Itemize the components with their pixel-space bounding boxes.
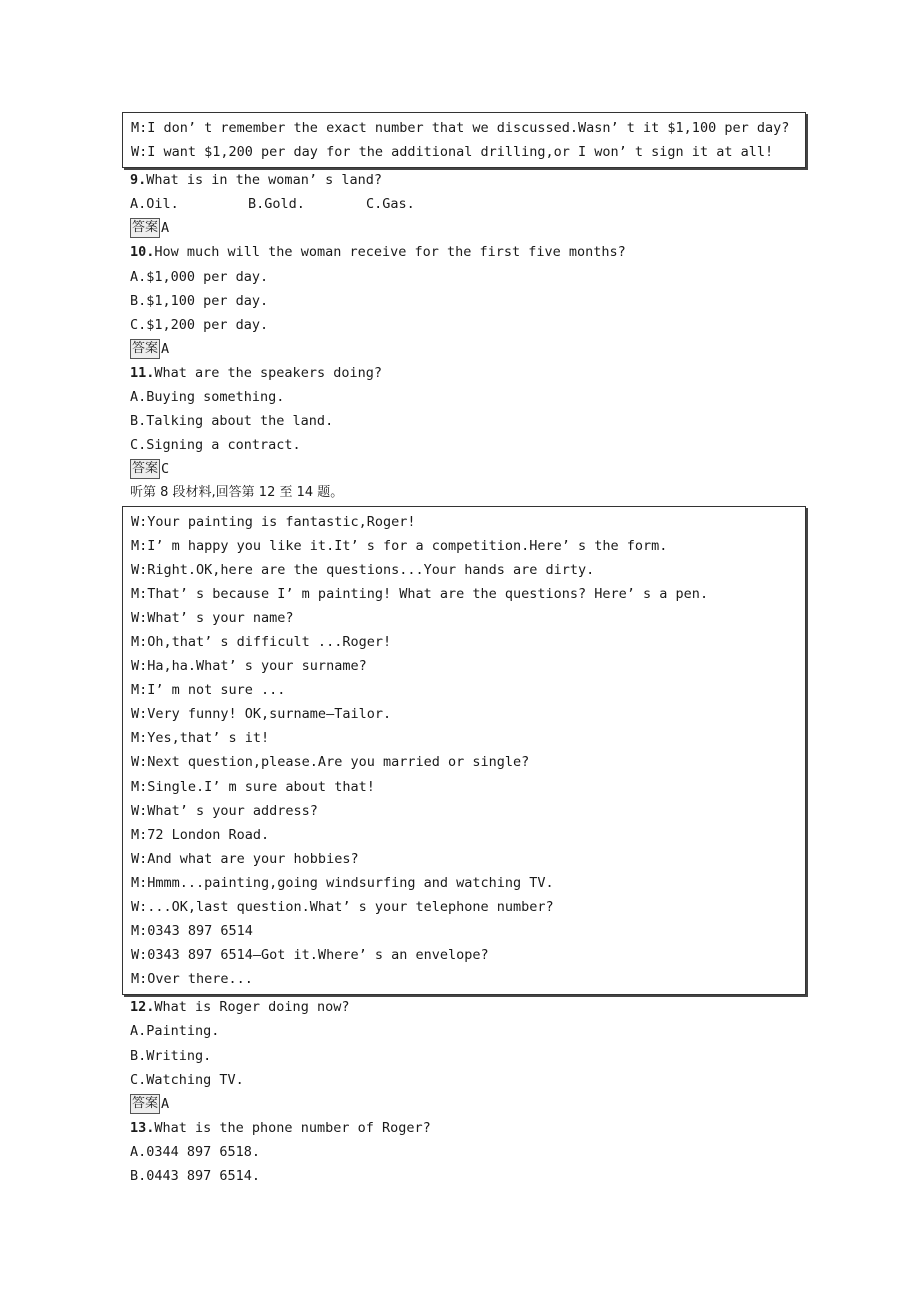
- question-text: [130, 361, 800, 385]
- question-number: 13.: [130, 1119, 155, 1136]
- option-c: C.$1,200 per day.: [130, 316, 269, 333]
- dialog-line: W:Very funny! OK,surname—Tailor.: [131, 706, 392, 723]
- dialog-line: M:That’ s because I’ m painting! What are the questions? Here’ s a pen.: [131, 585, 709, 602]
- option-a: A.Oil.: [130, 196, 179, 213]
- question-text: [130, 240, 800, 264]
- document-page: [130, 112, 800, 1188]
- dialog-line: M:Yes,that’ s it!: [131, 730, 270, 747]
- question-10: [130, 240, 800, 360]
- dialog-line: M:Hmmm...painting,going windsurfing and watching TV.: [131, 874, 554, 891]
- dialog-line: W:And what are your hobbies?: [131, 850, 359, 867]
- dialog-line: M:0343 897 6514: [131, 923, 253, 940]
- dialog-line: W:0343 897 6514—Got it.Where’ s an envelope?: [131, 947, 489, 964]
- option-b: B.0443 897 6514.: [130, 1168, 261, 1185]
- dialog-box-section8: [122, 506, 806, 996]
- section-heading: 听第 8 段材料,回答第 12 至 14 题。: [130, 485, 344, 501]
- answer-label: 答案: [130, 339, 160, 359]
- answer-row: [130, 337, 800, 361]
- options-row: [130, 192, 800, 216]
- question-number: 10.: [130, 244, 155, 261]
- dialog-line: M:Single.I’ m sure about that!: [131, 778, 375, 795]
- option-b: B.Writing.: [130, 1047, 212, 1064]
- option-a: A.$1,000 per day.: [130, 268, 269, 285]
- dialog-line: W:...OK,last question.What’ s your telephone number?: [131, 899, 554, 915]
- dialog-box-section7-end: [122, 112, 806, 168]
- question-13: [130, 1116, 800, 1188]
- question-number: 9.: [130, 172, 147, 189]
- option-b: B.Gold.: [248, 196, 305, 213]
- answer-row: [130, 457, 800, 481]
- option-c: C.Gas.: [366, 196, 415, 213]
- option-a: A.Buying something.: [130, 389, 285, 406]
- question-stem: What is Roger doing now?: [154, 999, 350, 1016]
- dialog-line: M:Over there...: [131, 971, 253, 988]
- dialog-line: M:I don’ t remember the exact number that we discussed.Wasn’ t it $1,100 per day?: [131, 120, 790, 136]
- dialog-line: M:I’ m not sure ...: [131, 682, 286, 699]
- question-12: [130, 995, 800, 1115]
- dialog-line: W:Ha,ha.What’ s your surname?: [131, 658, 367, 675]
- question-number: 11.: [130, 364, 155, 381]
- option-c: C.Signing a contract.: [130, 437, 301, 454]
- answer-label: 答案: [130, 1094, 160, 1114]
- question-text: [130, 1116, 800, 1140]
- question-stem: What is the phone number of Roger?: [154, 1119, 431, 1136]
- question-text: [130, 168, 800, 192]
- answer-label: 答案: [130, 218, 160, 238]
- dialog-line: M:Oh,that’ s difficult ...Roger!: [131, 633, 392, 650]
- question-stem: What are the speakers doing?: [154, 364, 382, 381]
- answer-value: A: [161, 1095, 170, 1112]
- option-b: B.$1,100 per day.: [130, 292, 269, 309]
- dialog-line: W:What’ s your name?: [131, 609, 294, 626]
- answer-label: 答案: [130, 459, 160, 479]
- answer-value: C: [161, 461, 170, 478]
- dialog-line: M:I’ m happy you like it.It’ s for a competition.Here’ s the form.: [131, 537, 668, 554]
- answer-value: A: [161, 220, 170, 237]
- question-9: [130, 168, 800, 240]
- question-number: 12.: [130, 999, 155, 1016]
- option-c: C.Watching TV.: [130, 1071, 244, 1088]
- answer-value: A: [161, 340, 170, 357]
- answer-row: [130, 216, 800, 240]
- dialog-line: W:I want $1,200 per day for the additional drilling,or I won’ t sign it at all!: [131, 144, 774, 161]
- question-stem: How much will the woman receive for the first five months?: [154, 244, 626, 261]
- dialog-line: W:Your painting is fantastic,Roger!: [131, 513, 416, 530]
- question-stem: What is in the woman’ s land?: [146, 172, 382, 189]
- dialog-line: W:Right.OK,here are the questions...Your hands are dirty.: [131, 561, 595, 578]
- question-11: [130, 361, 800, 481]
- dialog-line: M:72 London Road.: [131, 826, 270, 843]
- answer-row: [130, 1092, 800, 1116]
- option-b: B.Talking about the land.: [130, 413, 334, 430]
- dialog-line: W:What’ s your address?: [131, 802, 318, 819]
- option-a: A.0344 897 6518.: [130, 1143, 261, 1160]
- question-text: [130, 995, 800, 1019]
- option-a: A.Painting.: [130, 1023, 220, 1040]
- dialog-line: W:Next question,please.Are you married or single?: [131, 754, 530, 771]
